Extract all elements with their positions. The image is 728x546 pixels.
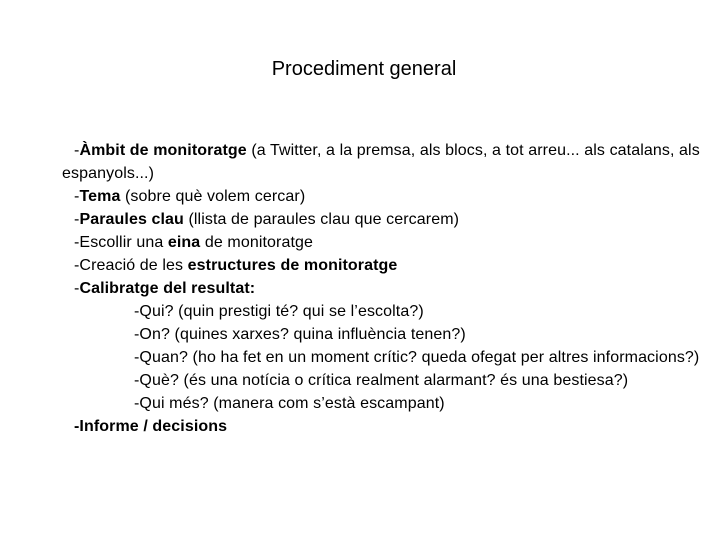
sub-item-quimes: -Qui més? (manera com s’està escampant) xyxy=(134,395,445,412)
list-item-calibratge xyxy=(62,277,702,300)
list-item-ambit xyxy=(62,139,702,185)
item-prefix: - xyxy=(74,280,80,297)
sub-item-quan: -Quan? (ho ha fet en un moment crític? queda ofegat per altres informacions?) xyxy=(134,349,700,366)
item-description: (a Twitter, a la premsa, als blocs, a tot arreu... als catalans, als espanyols...) xyxy=(62,142,700,182)
item-description: de monitoratge xyxy=(200,234,313,251)
sub-item-on: -On? (quines xarxes? quina influència tenen?) xyxy=(134,326,466,343)
item-bold-label: Paraules clau xyxy=(79,211,184,228)
sub-item-qui: -Qui? (quin prestigi té? qui se l’escolta?) xyxy=(134,303,424,320)
slide-title: Procediment general xyxy=(271,58,457,80)
list-item-eina xyxy=(62,231,702,254)
item-bold-label: eina xyxy=(167,234,201,251)
item-pre-text: -Escollir una xyxy=(74,234,168,251)
slide-body xyxy=(62,139,702,438)
list-item-informe: -Informe / decisions xyxy=(74,418,228,435)
item-prefix: - xyxy=(74,188,80,205)
item-pre-text: -Creació de les xyxy=(74,257,188,274)
item-prefix: - xyxy=(74,142,80,159)
sub-item-que: -Què? (és una notícia o crítica realment alarmant? és una bestiesa?) xyxy=(134,372,629,389)
item-description: (sobre què volem cercar) xyxy=(120,188,306,205)
item-bold-label: Tema xyxy=(79,188,121,205)
list-item-paraules xyxy=(62,208,702,231)
item-prefix: - xyxy=(74,211,80,228)
list-item-estructures xyxy=(62,254,702,277)
list-item-tema xyxy=(62,185,702,208)
item-bold-label: estructures de monitoratge xyxy=(187,257,398,274)
item-description: (llista de paraules clau que cercarem) xyxy=(183,211,460,228)
item-bold-label: Calibratge del resultat: xyxy=(79,280,256,297)
item-bold-label: Àmbit de monitoratge xyxy=(79,142,247,159)
